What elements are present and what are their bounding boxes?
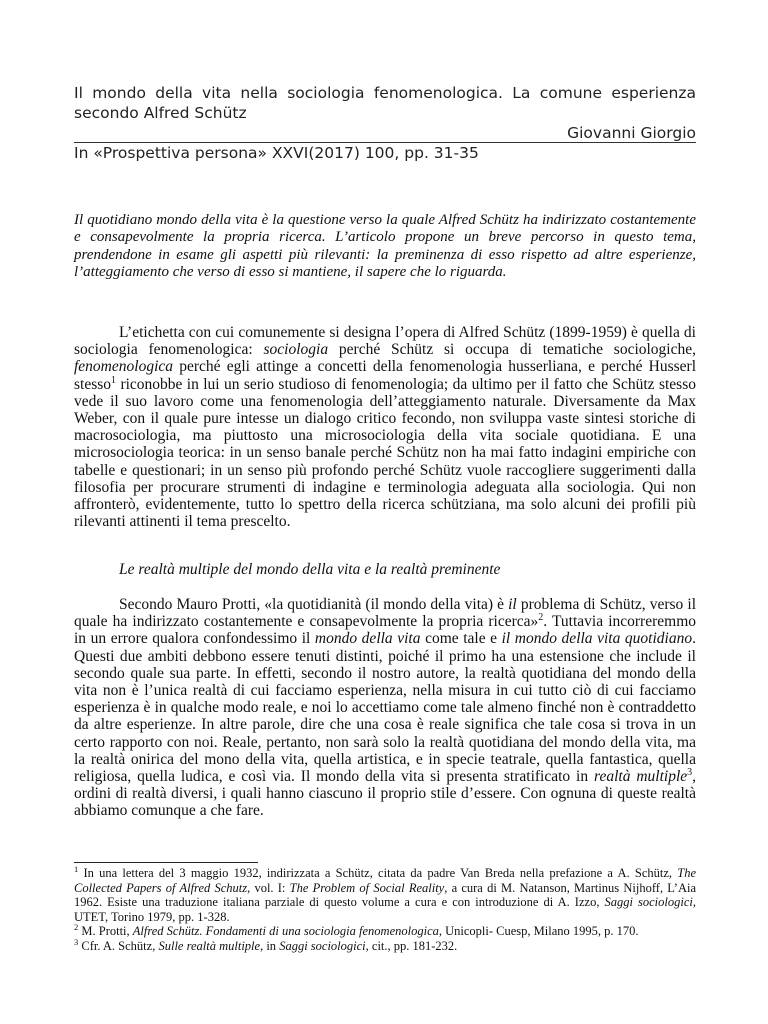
footnote-2: $^2$ M. Protti, Alfred Schütz. Fondamenti di una sociologia fenomenologica, Unicopli- Cuesp, Milano 1995, p. 170. [74, 922, 639, 939]
publication-source: In «Prospettiva persona» XXVI(2017) 100, pp. 31-35 [74, 144, 479, 162]
author-name: Giovanni Giorgio [567, 124, 696, 142]
section-heading: Le realtà multiple del mondo della vita e la realtà preminente [119, 561, 501, 578]
footnote-ref[interactable]: 2 [538, 612, 544, 624]
intro-paragraph: L’etichetta con cui comunemente si designa l’opera di Alfred Schütz (1899-1959) è quella di sociologia fenomenologica: sociologia perché Schütz si occupa di tematiche sociologiche, fenomenologica perché egli attinge a concetti della fenomenologia husserliana, e perché Husserl stesso$^1$ riconobbe in lui un serio studioso di fenomenologia; da ultimo per il fatto che Schütz stesso vede il suo lavoro come una fenomenologia dell’atteggiamento naturale. Diversamente da Max Weber, con il quale pure intesse un dialogo critico fecondo, non sviluppa vaste sintesi storiche di macrosociologia, ma piuttosto una microsociologia della vita sociale quotidiana. E una microsociologia teorica: in un senso banale perché Schütz non ha mai fatto indagini empiriche con tabelle e questionari; in un senso più profondo perché Schütz vuole raccogliere suggerimenti dalla filosofia per procurare strumenti di indagine e terminologia adeguata alla sociologia. Qui non affronterò, evidentemente, tutto lo spettro della ricerca schütziana, ma solo alcuni dei profili più rilevanti attinenti il tema prescelto. [74, 324, 696, 531]
footnote-ref[interactable]: 3 [687, 766, 693, 778]
article-title: Il mondo della vita nella sociologia fenomenologica. La comune esperienza secondo Alfred Schütz [74, 84, 696, 122]
section-paragraph: Secondo Mauro Protti, «la quotidianità (il mondo della vita) è il problema di Schütz, verso il quale ha indirizzato costantemente e consapevolmente la propria ricerca»$^2$. Tuttavia incorreremmo in un errore qualora confondessimo il mondo della vita come tale e il mondo della vita quotidiano. Questi due ambiti debbono essere tenuti distinti, poiché il primo ha una estensione che include il secondo quale sua parte. In effetti, secondo il nostro autore, la realtà quotidiana del mondo della vita non è l’unica realtà di cui facciamo esperienza, nella misura in cui tutto ciò di cui facciamo esperienza è in qualche modo reale, e noi lo accettiamo come tale almeno finché non è contraddetto da altre esperienze. In altre parole, dire che una cosa è reale significa che tale cosa si trova in un certo rapporto con noi. Reale, pertanto, non sarà solo la realtà quotidiana del mondo della vita, ma la realtà onirica del mono della vita, quella artistica, e in specie teatrale, quella fantastica, quella religiosa, quella ludica, e così via. Il mondo della vita si presenta stratificato in realtà multiple$^3$, ordini di realtà diversi, i quali hanno ciascuno il proprio stile d’essere. Con ognuna di queste realtà abbiamo comunque a che fare. [74, 596, 696, 820]
abstract: Il quotidiano mondo della vita è la questione verso la quale Alfred Schütz ha indirizzato costantemente e consapevolmente la propria ricerca. L’articolo propone un breve percorso in questo tema, prendendone in esame gli aspetti più rilevanti: la preminenza di esso rispetto ad altre esperienze, l’atteggiamento che verso di esso si mantiene, il sapere che lo riguarda. [74, 212, 696, 281]
emphasis: realtà multiple [594, 768, 688, 786]
emphasis: fenomenologica [74, 358, 174, 376]
footnote-3: $^3$ Cfr. A. Schütz, Sulle realtà multiple, in Saggi sociologici, cit., pp. 181-232. [74, 936, 458, 953]
footnote-number: 3 [74, 936, 79, 947]
emphasis: sociologia [263, 341, 329, 359]
emphasis: mondo della vita [314, 630, 421, 648]
footnote-divider [74, 862, 258, 863]
footnote-ref[interactable]: 1 [111, 374, 117, 386]
footnote-number: 2 [74, 922, 79, 933]
footnote-1: $^1$ In una lettera del 3 maggio 1932, indirizzata a Schütz, citata da padre Van Breda nella prefazione a A. Schütz, The Collected Papers of Alfred Schutz, vol. I: The Problem of Social Reality, a cura di M. Natanson, Martinus Nijhoff, L’Aia 1962. Esiste una traduzione italiana parziale di questo volume a cura e con introduzione di A. Izzo, Saggi sociologici, UTET, Torino 1979, pp. 1-328. [74, 863, 697, 924]
footnote-number: 1 [74, 863, 79, 874]
footnotes [74, 863, 697, 954]
emphasis: il [508, 596, 517, 613]
emphasis: il mondo della vita quotidiano [501, 630, 693, 648]
